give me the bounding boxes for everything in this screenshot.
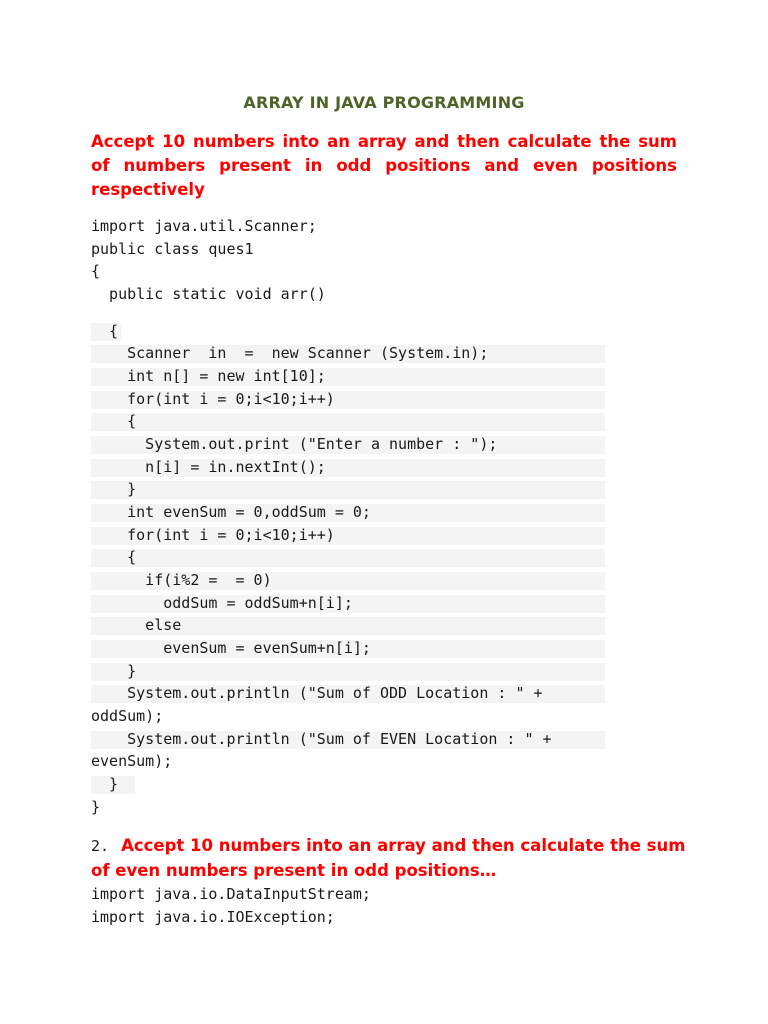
code-shade (91, 663, 605, 681)
code-line: Scanner in = new Scanner (System.in); (91, 344, 489, 362)
code-line: oddSum); (91, 707, 164, 725)
question-1-heading: Accept 10 numbers into an array and then calculate the sum of numbers present in odd positions and even positions respectively (91, 132, 677, 199)
question-2-number: 2. (91, 837, 110, 855)
code-line: else (91, 616, 182, 634)
code-line: import java.io.IOException; (91, 908, 335, 926)
code-line: System.out.println ("Sum of EVEN Location : " + (91, 730, 552, 748)
question-2-text: Accept 10 numbers into an array and then calculate the sum of even numbers present in odd positions… (91, 836, 686, 880)
code-line: } (91, 775, 119, 793)
code-line: n[i] = in.nextInt(); (91, 458, 326, 476)
code-line: { (91, 548, 137, 566)
code-line: { (91, 262, 101, 280)
code-line: int n[] = new int[10]; (91, 367, 326, 385)
code-shade (91, 481, 605, 499)
code-line: evenSum = evenSum+n[i]; (91, 639, 371, 657)
code-line: oddSum = oddSum+n[i]; (91, 594, 353, 612)
code-line: for(int i = 0;i<10;i++) (91, 390, 335, 408)
code-line: System.out.print ("Enter a number : "); (91, 435, 498, 453)
code-shade (91, 549, 605, 567)
code-line: import java.io.DataInputStream; (91, 885, 371, 903)
code-line: public class ques1 (91, 240, 254, 258)
code-line: public static void arr() (91, 285, 326, 303)
question-2-heading (91, 834, 691, 884)
code-line: } (91, 480, 137, 498)
code-line: System.out.println ("Sum of ODD Location : " + (91, 684, 543, 702)
code-line: int evenSum = 0,oddSum = 0; (91, 503, 371, 521)
code-line: } (91, 662, 137, 680)
code-shade (91, 413, 605, 431)
code-line: { (91, 412, 137, 430)
code-line: import java.util.Scanner; (91, 217, 317, 235)
code-line: { (91, 322, 119, 340)
code-line: for(int i = 0;i<10;i++) (91, 526, 335, 544)
code-line: evenSum); (91, 752, 173, 770)
code-line: if(i%2 = = 0) (91, 571, 272, 589)
document-title: ARRAY IN JAVA PROGRAMMING (243, 93, 525, 112)
code-line: } (91, 798, 101, 816)
